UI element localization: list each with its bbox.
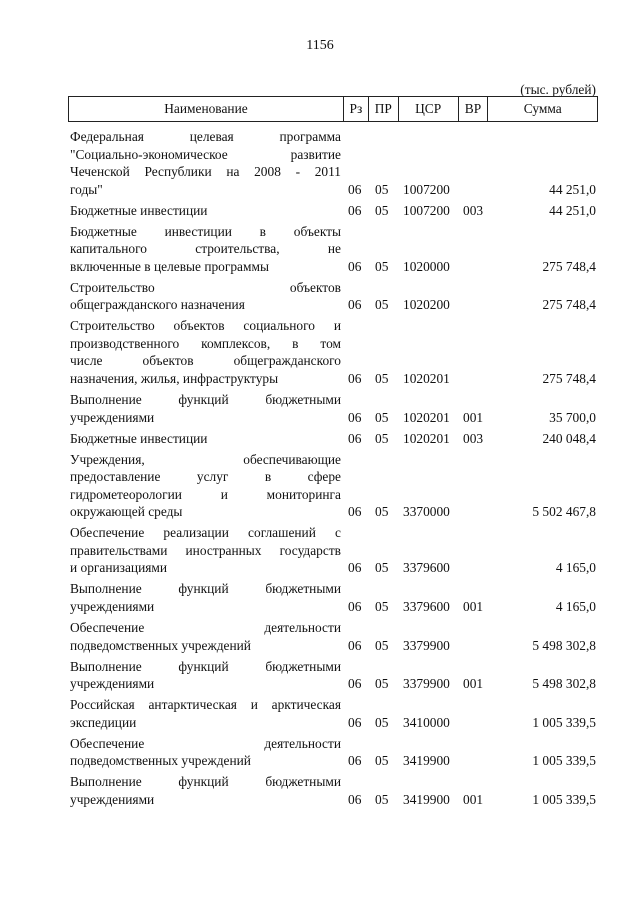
row-csr: 3379900 <box>403 676 450 692</box>
row-vr: 003 <box>463 430 484 446</box>
row-sum: 1 005 339,5 <box>532 791 596 807</box>
row-rz: 06 <box>348 181 362 197</box>
row-pr: 05 <box>375 202 389 218</box>
row-name-line: Выполнение функций бюджетными <box>70 581 341 597</box>
row-name <box>70 451 341 521</box>
table-row <box>70 658 598 693</box>
header-pr: ПР <box>368 97 398 121</box>
units-label: (тыс. рублей) <box>520 82 596 97</box>
table-row <box>70 451 598 521</box>
row-name-line: Строительство объектов <box>70 279 341 295</box>
row-csr: 1020201 <box>403 430 450 446</box>
row-vr: 001 <box>463 676 484 692</box>
row-rz: 06 <box>348 504 362 520</box>
row-csr: 3410000 <box>403 714 450 730</box>
row-vr: 001 <box>463 598 484 614</box>
table-row <box>70 128 598 198</box>
row-sum: 4 165,0 <box>555 598 596 614</box>
row-name-line: учреждениями <box>70 598 155 614</box>
row-csr: 3379600 <box>403 598 450 614</box>
row-name-line: окружающей среды <box>70 504 183 520</box>
row-pr: 05 <box>375 714 389 730</box>
header-sum: Сумма <box>487 97 597 121</box>
row-pr: 05 <box>375 637 389 653</box>
row-name-line: Обеспечение деятельности <box>70 620 341 635</box>
row-name-line: Строительство объектов социального и <box>70 318 341 334</box>
row-csr: 3419900 <box>403 753 450 769</box>
row-name <box>70 223 341 276</box>
row-name <box>70 430 341 448</box>
table-row <box>70 430 598 448</box>
row-name-line: числе объектов общегражданского <box>70 353 341 369</box>
row-name-line: Бюджетные инвестиции <box>70 202 208 218</box>
row-name <box>70 658 341 693</box>
row-rz: 06 <box>348 560 362 576</box>
row-name-line: производственного комплексов, в том <box>70 335 341 351</box>
row-sum: 5 498 302,8 <box>532 676 596 692</box>
row-pr: 05 <box>375 753 389 769</box>
row-name <box>70 524 341 577</box>
row-rz: 06 <box>348 409 362 425</box>
row-name <box>70 619 341 654</box>
table-row <box>70 391 598 426</box>
row-name-line: Выполнение функций бюджетными <box>70 392 341 407</box>
row-name-line: правительствами иностранных государств <box>70 542 341 558</box>
row-name <box>70 279 341 314</box>
row-csr: 1020200 <box>403 297 450 313</box>
row-rz: 06 <box>348 297 362 313</box>
row-csr: 1020201 <box>403 409 450 425</box>
header-csr: ЦСР <box>398 97 458 121</box>
row-name-line: капитального строительства, не <box>70 241 341 257</box>
row-name <box>70 202 341 220</box>
row-rz: 06 <box>348 676 362 692</box>
row-pr: 05 <box>375 297 389 313</box>
row-csr: 1007200 <box>403 202 450 218</box>
row-csr: 1020000 <box>403 258 450 274</box>
table-row <box>70 619 598 654</box>
row-sum: 44 251,0 <box>549 181 596 197</box>
row-name <box>70 391 341 426</box>
row-rz: 06 <box>348 637 362 653</box>
row-name-line: общегражданского назначения <box>70 297 245 313</box>
row-pr: 05 <box>375 409 389 425</box>
table-row <box>70 223 598 276</box>
row-pr: 05 <box>375 560 389 576</box>
row-rz: 06 <box>348 791 362 807</box>
row-name-line: Выполнение функций бюджетными <box>70 774 341 790</box>
row-name-line: и организациями <box>70 560 168 576</box>
row-vr: 001 <box>463 409 484 425</box>
row-pr: 05 <box>375 676 389 692</box>
row-rz: 06 <box>348 202 362 218</box>
row-pr: 05 <box>375 504 389 520</box>
row-name <box>70 696 341 731</box>
row-csr: 3370000 <box>403 504 450 520</box>
row-name-line: гидрометеорологии и мониторинга <box>70 486 341 502</box>
header-rz: Рз <box>343 97 368 121</box>
row-pr: 05 <box>375 370 389 386</box>
table-row <box>70 696 598 731</box>
row-name-line: Бюджетные инвестиции <box>70 430 208 446</box>
table-row <box>70 524 598 577</box>
row-name-line: годы" <box>70 181 103 197</box>
table-row <box>70 279 598 314</box>
row-sum: 240 048,4 <box>542 430 596 446</box>
row-csr: 3379900 <box>403 637 450 653</box>
row-name-line: подведомственных учреждений <box>70 637 251 653</box>
row-sum: 5 498 302,8 <box>532 637 596 653</box>
row-pr: 05 <box>375 791 389 807</box>
row-vr: 001 <box>463 791 484 807</box>
row-rz: 06 <box>348 714 362 730</box>
row-csr: 3379600 <box>403 560 450 576</box>
row-name-line: учреждениями <box>70 676 155 692</box>
row-name-line: Учреждения, обеспечивающие <box>70 451 341 467</box>
header-vr: ВР <box>458 97 488 121</box>
row-sum: 275 748,4 <box>542 258 596 274</box>
row-vr: 003 <box>463 202 484 218</box>
row-sum: 44 251,0 <box>549 202 596 218</box>
row-name-line: Российская антарктическая и арктическая <box>70 697 341 713</box>
table-row <box>70 580 598 615</box>
row-rz: 06 <box>348 598 362 614</box>
row-sum: 4 165,0 <box>555 560 596 576</box>
row-name-line: учреждениями <box>70 791 155 807</box>
row-rz: 06 <box>348 370 362 386</box>
row-name-line: Федеральная целевая программа <box>70 129 341 144</box>
row-sum: 275 748,4 <box>542 297 596 313</box>
row-rz: 06 <box>348 430 362 446</box>
row-sum: 1 005 339,5 <box>532 753 596 769</box>
row-csr: 1007200 <box>403 181 450 197</box>
row-pr: 05 <box>375 430 389 446</box>
row-name-line: назначения, жилья, инфраструктуры <box>70 370 279 386</box>
row-name-line: "Социально-экономическое развитие <box>70 146 341 162</box>
row-name-line: включенные в целевые программы <box>70 258 269 274</box>
page-number: 1156 <box>306 38 334 53</box>
row-name <box>70 735 341 770</box>
row-name <box>70 580 341 615</box>
table-header <box>68 96 598 122</box>
row-sum: 5 502 467,8 <box>532 504 596 520</box>
row-name-line: Обеспечение деятельности <box>70 735 341 751</box>
row-name-line: учреждениями <box>70 409 155 425</box>
table-row <box>70 735 598 770</box>
row-name <box>70 128 341 198</box>
row-pr: 05 <box>375 258 389 274</box>
row-name-line: Чеченской Республики на 2008 - 2011 <box>70 164 341 179</box>
row-name-line: Бюджетные инвестиции в объекты <box>70 223 341 239</box>
table-row <box>70 202 598 220</box>
header-name: Наименование <box>164 101 248 116</box>
row-name-line: Обеспечение реализации соглашений с <box>70 525 341 541</box>
row-csr: 1020201 <box>403 370 450 386</box>
row-name-line: подведомственных учреждений <box>70 753 251 769</box>
table-row <box>70 317 598 387</box>
row-rz: 06 <box>348 258 362 274</box>
row-sum: 275 748,4 <box>542 370 596 386</box>
row-sum: 1 005 339,5 <box>532 714 596 730</box>
row-name <box>70 317 341 387</box>
row-pr: 05 <box>375 598 389 614</box>
row-csr: 3419900 <box>403 791 450 807</box>
table-row <box>70 773 598 808</box>
row-name-line: Выполнение функций бюджетными <box>70 658 341 674</box>
row-sum: 35 700,0 <box>549 409 596 425</box>
row-name-line: предоставление услуг в сфере <box>70 469 341 485</box>
row-name <box>70 773 341 808</box>
row-name-line: экспедиции <box>70 714 137 730</box>
row-pr: 05 <box>375 181 389 197</box>
row-rz: 06 <box>348 753 362 769</box>
